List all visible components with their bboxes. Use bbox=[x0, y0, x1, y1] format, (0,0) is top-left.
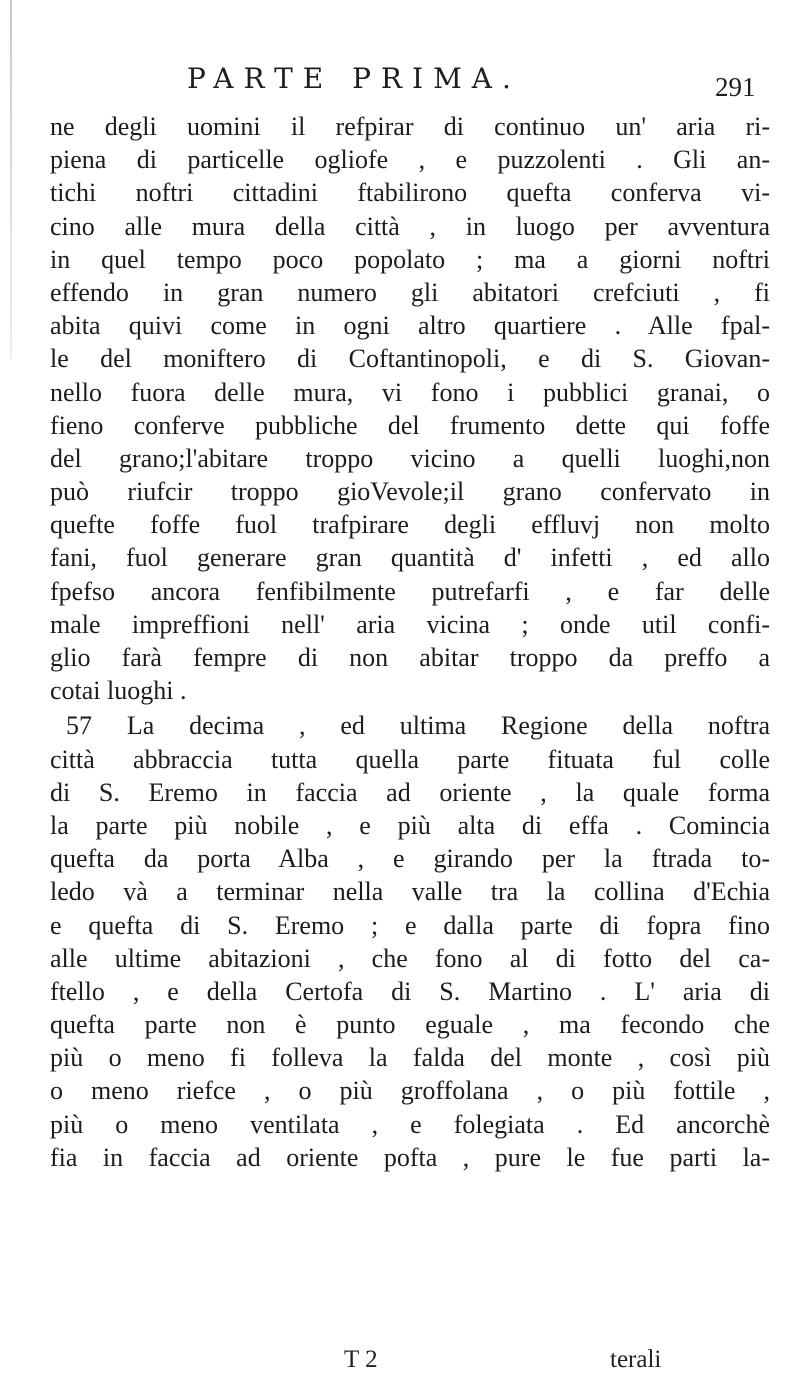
text-line: fieno conferve pubbliche del frumento dette qui foffe bbox=[50, 410, 770, 440]
text-line: in quel tempo poco popolato ; ma a giorni noftri bbox=[50, 244, 770, 274]
text-line: le del moniftero di Coftantinopoli, e di S. Giovan- bbox=[50, 344, 770, 374]
text-line: città abbraccia tutta quella parte fituata ful colle bbox=[50, 744, 770, 774]
text-line: quefte foffe fuol trafpirare degli effluvj non molto bbox=[50, 510, 770, 540]
text-line: male impreffioni nell' aria vicina ; onde util confi- bbox=[50, 609, 770, 639]
binding-edge bbox=[10, 0, 12, 360]
text-line: ledo và a terminar nella valle tra la collina d'Echia bbox=[50, 877, 770, 907]
text-line: più o meno fi folleva la falda del monte , così più bbox=[50, 1043, 770, 1073]
text-line: quefta parte non è punto eguale , ma fecondo che bbox=[50, 1010, 770, 1040]
text-line: di S. Eremo in faccia ad oriente , la quale forma bbox=[50, 777, 770, 807]
text-line: ne degli uomini il refpirar di continuo un' aria ri- bbox=[50, 112, 770, 141]
text-line: fia in faccia ad oriente pofta , pure le fue parti la- bbox=[50, 1142, 770, 1172]
text-line: la parte più nobile , e più alta di effa . Comincia bbox=[50, 810, 770, 840]
text-line: tichi noftri cittadini ftabilirono quefta conferva vi- bbox=[50, 178, 770, 208]
signature-mark: T 2 bbox=[344, 1346, 378, 1373]
text-line: del grano;l'abitare troppo vicino a quelli luoghi,non bbox=[50, 443, 770, 473]
text-line: nello fuora delle mura, vi fono i pubblici granai, o bbox=[50, 377, 770, 407]
text-line: 57 La decima , ed ultima Regione della noftra bbox=[66, 711, 770, 741]
body-text bbox=[50, 110, 770, 1174]
page-header bbox=[0, 62, 800, 108]
text-line: fpefso ancora fenfibilmente putrefarfi , e far delle bbox=[50, 576, 770, 606]
text-line: o meno riefce , o più groffolana , o più fottile , bbox=[50, 1076, 770, 1106]
text-line: piena di particelle ogliofe , e puzzolenti . Gli an- bbox=[50, 145, 770, 175]
text-line: abita quivi come in ogni altro quartiere . Alle fpal- bbox=[50, 311, 770, 341]
text-line: cotai luoghi . bbox=[50, 676, 187, 706]
text-line: e quefta di S. Eremo ; e dalla parte di fopra fino bbox=[50, 910, 770, 940]
text-line: può riufcir troppo gioVevole;il grano confervato in bbox=[50, 477, 770, 507]
text-line: glio farà fempre di non abitar troppo da preffo a bbox=[50, 643, 770, 672]
text-line: cino alle mura della città , in luogo per avventura bbox=[50, 211, 770, 241]
text-line: effendo in gran numero gli abitatori crefciuti , fi bbox=[50, 277, 770, 307]
paragraph-2 bbox=[50, 709, 770, 1174]
running-head: PARTE PRIMA. bbox=[187, 62, 521, 95]
text-line: ftello , e della Certofa di S. Martino . L' aria di bbox=[50, 976, 770, 1006]
text-line: alle ultime abitazioni , che fono al di fotto del ca- bbox=[50, 943, 770, 973]
paragraph-1 bbox=[50, 110, 770, 707]
catchword: terali bbox=[610, 1346, 662, 1373]
page-number: 291 bbox=[715, 72, 756, 102]
text-line: fani, fuol generare gran quantità d' infetti , ed allo bbox=[50, 543, 770, 573]
text-line: quefta da porta Alba , e girando per la ftrada to- bbox=[50, 844, 770, 874]
text-line: più o meno ventilata , e folegiata . Ed ancorchè bbox=[50, 1109, 770, 1139]
